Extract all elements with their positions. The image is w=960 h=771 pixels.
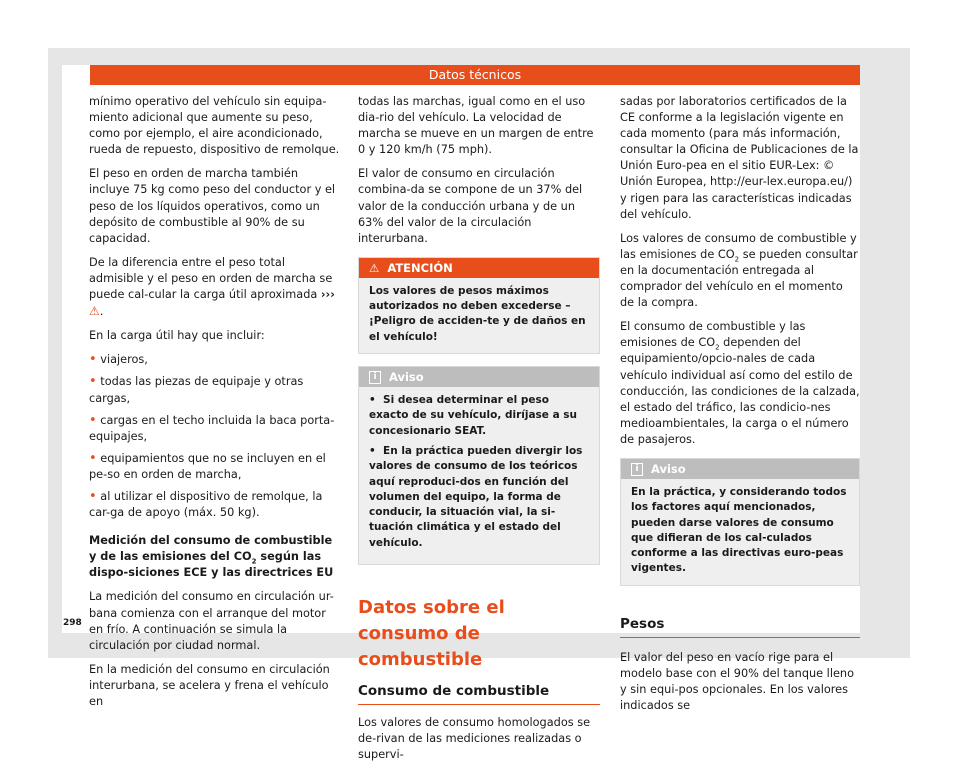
list-item: • todas las piezas de equipaje y otras cargas,: [89, 374, 304, 405]
column-3: [620, 94, 860, 722]
column-2: [358, 94, 600, 771]
paragraph-text: De la diferencia entre el peso total admisible y el peso en orden de marcha se puede cal-cular la carga útil aproximada: [89, 255, 333, 302]
page-header: Datos técnicos: [90, 65, 860, 85]
warning-triangle-icon: ⚠: [89, 304, 100, 319]
list-item: • viajeros,: [89, 352, 148, 368]
note-box: [620, 458, 860, 586]
paragraph: La medición del consumo en circulación ur-bana comienza con el arranque del motor en frío. A continuación se simula la circulación por ciudad normal.: [89, 590, 334, 652]
note-box-body: En la práctica, y considerando todos los factores aquí mencionados, pueden darse valores de consumo que difieran de los cal-culados conforme a las directivas euro-peas vigentes.: [621, 479, 859, 585]
paragraph: En la carga útil hay que incluir:: [89, 329, 265, 343]
paragraph: De la diferencia entre el peso total admisible y el peso en orden de marcha se puede cal-cular la carga útil aproximada ››› ⚠.: [89, 255, 335, 319]
paragraph: Los valores de consumo homologados se de-rivan de las mediciones realizadas o supervi-: [358, 716, 591, 762]
list-item: • equipamientos que no se incluyen en el pe-so en orden de marcha,: [89, 450, 326, 481]
note-box-body: [359, 387, 599, 564]
paragraph: El valor del peso en vacío rige para el modelo base con el 90% del tanque lleno y sin equi-pos opcionales. En los valores indicados se: [620, 650, 854, 713]
paragraph: El peso en orden de marcha también incluye 75 kg como peso del conductor y el peso de los líquidos operativos, como un depósito de combustible al 90% de su capacidad.: [89, 167, 336, 245]
bullet-icon: •: [89, 412, 97, 428]
paragraph: En la medición del consumo en circulación interurbana, se acelera y frena el vehículo en: [89, 662, 330, 708]
warning-triangle-icon: ⚠: [369, 260, 380, 275]
cross-reference-link[interactable]: ›››: [320, 288, 335, 302]
list-item: • En la práctica pueden divergir los valores de consumo de los teóricos aquí reproduci-dos en función del volumen del equipo, la forma de conducir, la situación vial, la si-tuación climática y el estado del vehículo.: [369, 444, 583, 549]
warning-box: [358, 257, 600, 354]
bullet-icon: •: [89, 488, 97, 504]
paragraph: todas las marchas, igual como en el uso dia-rio del vehículo. La velocidad de marcha se mueve en un margen de entre 0 y 120 km/h (75 mph).: [358, 95, 594, 157]
subsection-title: Consumo de combustible: [358, 681, 600, 705]
warning-box-header: ⚠ ATENCIÓN: [359, 258, 599, 278]
paragraph: El valor de consumo en circulación combina-da se compone de un 37% del valor de la conducción urbana y de un 63% del valor de la circulación interurbana.: [358, 167, 583, 245]
note-box-header: i Aviso: [359, 367, 599, 387]
list-item: • cargas en el techo incluida la baca porta-equipajes,: [89, 412, 335, 443]
section-title: Datos sobre el consumo de combustible: [358, 597, 505, 670]
section-title: Pesos: [620, 614, 860, 638]
note-box-header: i Aviso: [621, 459, 859, 479]
paragraph: mínimo operativo del vehículo sin equipa-miento adicional que aumente su peso, como por ejemplo, el aire acondicionado, rueda de repuesto, dispositivo de remolque.: [89, 95, 340, 157]
paragraph: sadas por laboratorios certificados de la CE conforme a la legislación vigente en cada momento (para más información, consultar la Oficina de Publicaciones de la Unión Euro-pea en el sitio EUR-Lex: © Unión Europea, http://eur-lex.europa.eu/) y rigen para las características indicadas del vehículo.: [620, 95, 859, 221]
list-item: • al utilizar el dispositivo de remolque, la car-ga de apoyo (máx. 50 kg).: [89, 488, 323, 520]
column-1: [89, 94, 341, 718]
info-icon: i: [369, 371, 381, 384]
info-icon: i: [631, 463, 643, 476]
bullet-icon: •: [89, 374, 97, 390]
bullet-icon: •: [89, 450, 97, 466]
bullet-icon: •: [89, 352, 97, 368]
subheading: Medición del consumo de combustible y de las emisiones del $CO_2$ según las dispo-siciones ECE y las directrices EU: [89, 534, 334, 580]
paragraph: El consumo de combustible y las emisiones de $CO_2$ dependen del equipamiento/opcio-nales de cada vehículo individual así como del estilo de conducción, las condiciones de la calzada, el estado del tráfico, las condicio-nes medioambientales, la carga o el número de pasajeros.: [620, 320, 860, 446]
list-item: • Si desea determinar el peso exacto de su vehículo, diríjase a su concesionario SEAT.: [369, 394, 578, 437]
note-box: [358, 366, 600, 565]
warning-box-body: Los valores de pesos máximos autorizados no deben excederse – ¡Peligro de acciden-te y de daños en el vehículo!: [359, 278, 599, 353]
paragraph: Los valores de consumo de combustible y las emisiones de $CO_2$ se pueden consultar en la documentación entregada al comprador del vehículo en el momento de la compra.: [620, 231, 858, 310]
page-number: 298: [63, 618, 82, 628]
